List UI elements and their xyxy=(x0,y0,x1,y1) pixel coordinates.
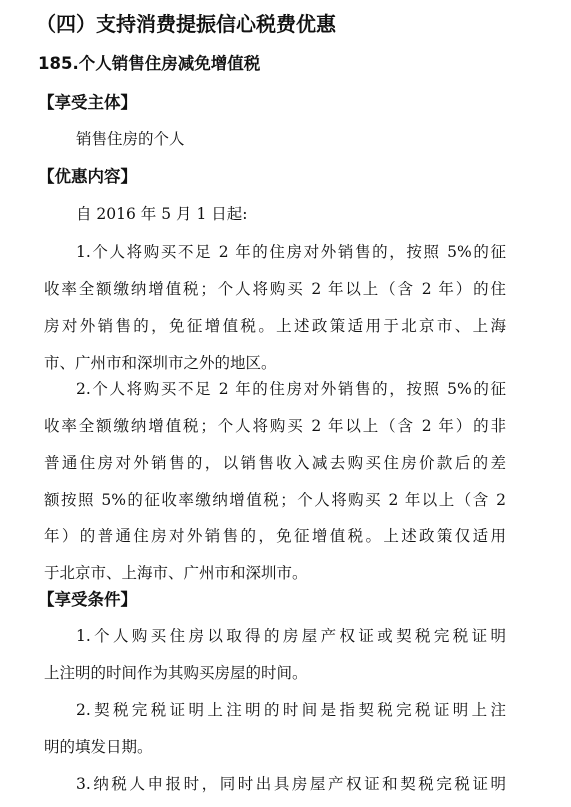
content-p2-line: 年）的普通住房对外销售的，免征增值税。上述政策仅适用 xyxy=(44,527,506,545)
content-intro: 自 2016 年 5 月 1 日起: xyxy=(76,205,248,223)
content-p2-line: 于北京市、上海市、广州市和深圳市。 xyxy=(44,564,308,582)
conditions-p2-line: 2.契税完税证明上注明的时间是指契税完税证明上注 xyxy=(76,701,506,719)
section-heading: （四）支持消费提振信心税费优惠 xyxy=(36,12,336,36)
subject-label: 【享受主体】 xyxy=(38,93,137,112)
content-label: 【优惠内容】 xyxy=(38,167,137,186)
conditions-label: 【享受条件】 xyxy=(38,590,137,609)
content-p1-line: 收率全额缴纳增值税；个人将购买 2 年以上（含 2 年）的住 xyxy=(44,280,506,298)
conditions-p1-line: 上注明的时间作为其购买房屋的时间。 xyxy=(44,664,308,682)
content-p2-line: 普通住房对外销售的，以销售收入减去购买住房价款后的差 xyxy=(44,454,506,472)
content-p2-line: 额按照 5%的征收率缴纳增值税；个人将购买 2 年以上（含 2 xyxy=(44,491,506,509)
item-heading: 185.个人销售住房减免增值税 xyxy=(38,54,261,73)
content-p1-line: 房对外销售的，免征增值税。上述政策适用于北京市、上海 xyxy=(44,317,506,335)
conditions-p3-line: 3.纳税人申报时，同时出具房屋产权证和契税完税证明 xyxy=(76,775,506,793)
content-p2-line: 收率全额缴纳增值税；个人将购买 2 年以上（含 2 年）的非 xyxy=(44,417,506,435)
content-p2-line: 2.个人将购买不足 2 年的住房对外销售的，按照 5%的征 xyxy=(76,380,506,398)
conditions-p1-line: 1.个人购买住房以取得的房屋产权证或契税完税证明 xyxy=(76,627,506,645)
content-p1-line: 市、广州市和深圳市之外的地区。 xyxy=(44,354,277,372)
conditions-p2-line: 明的填发日期。 xyxy=(44,738,153,756)
content-p1-line: 1.个人将购买不足 2 年的住房对外销售的，按照 5%的征 xyxy=(76,243,506,261)
subject-text: 销售住房的个人 xyxy=(76,130,185,148)
